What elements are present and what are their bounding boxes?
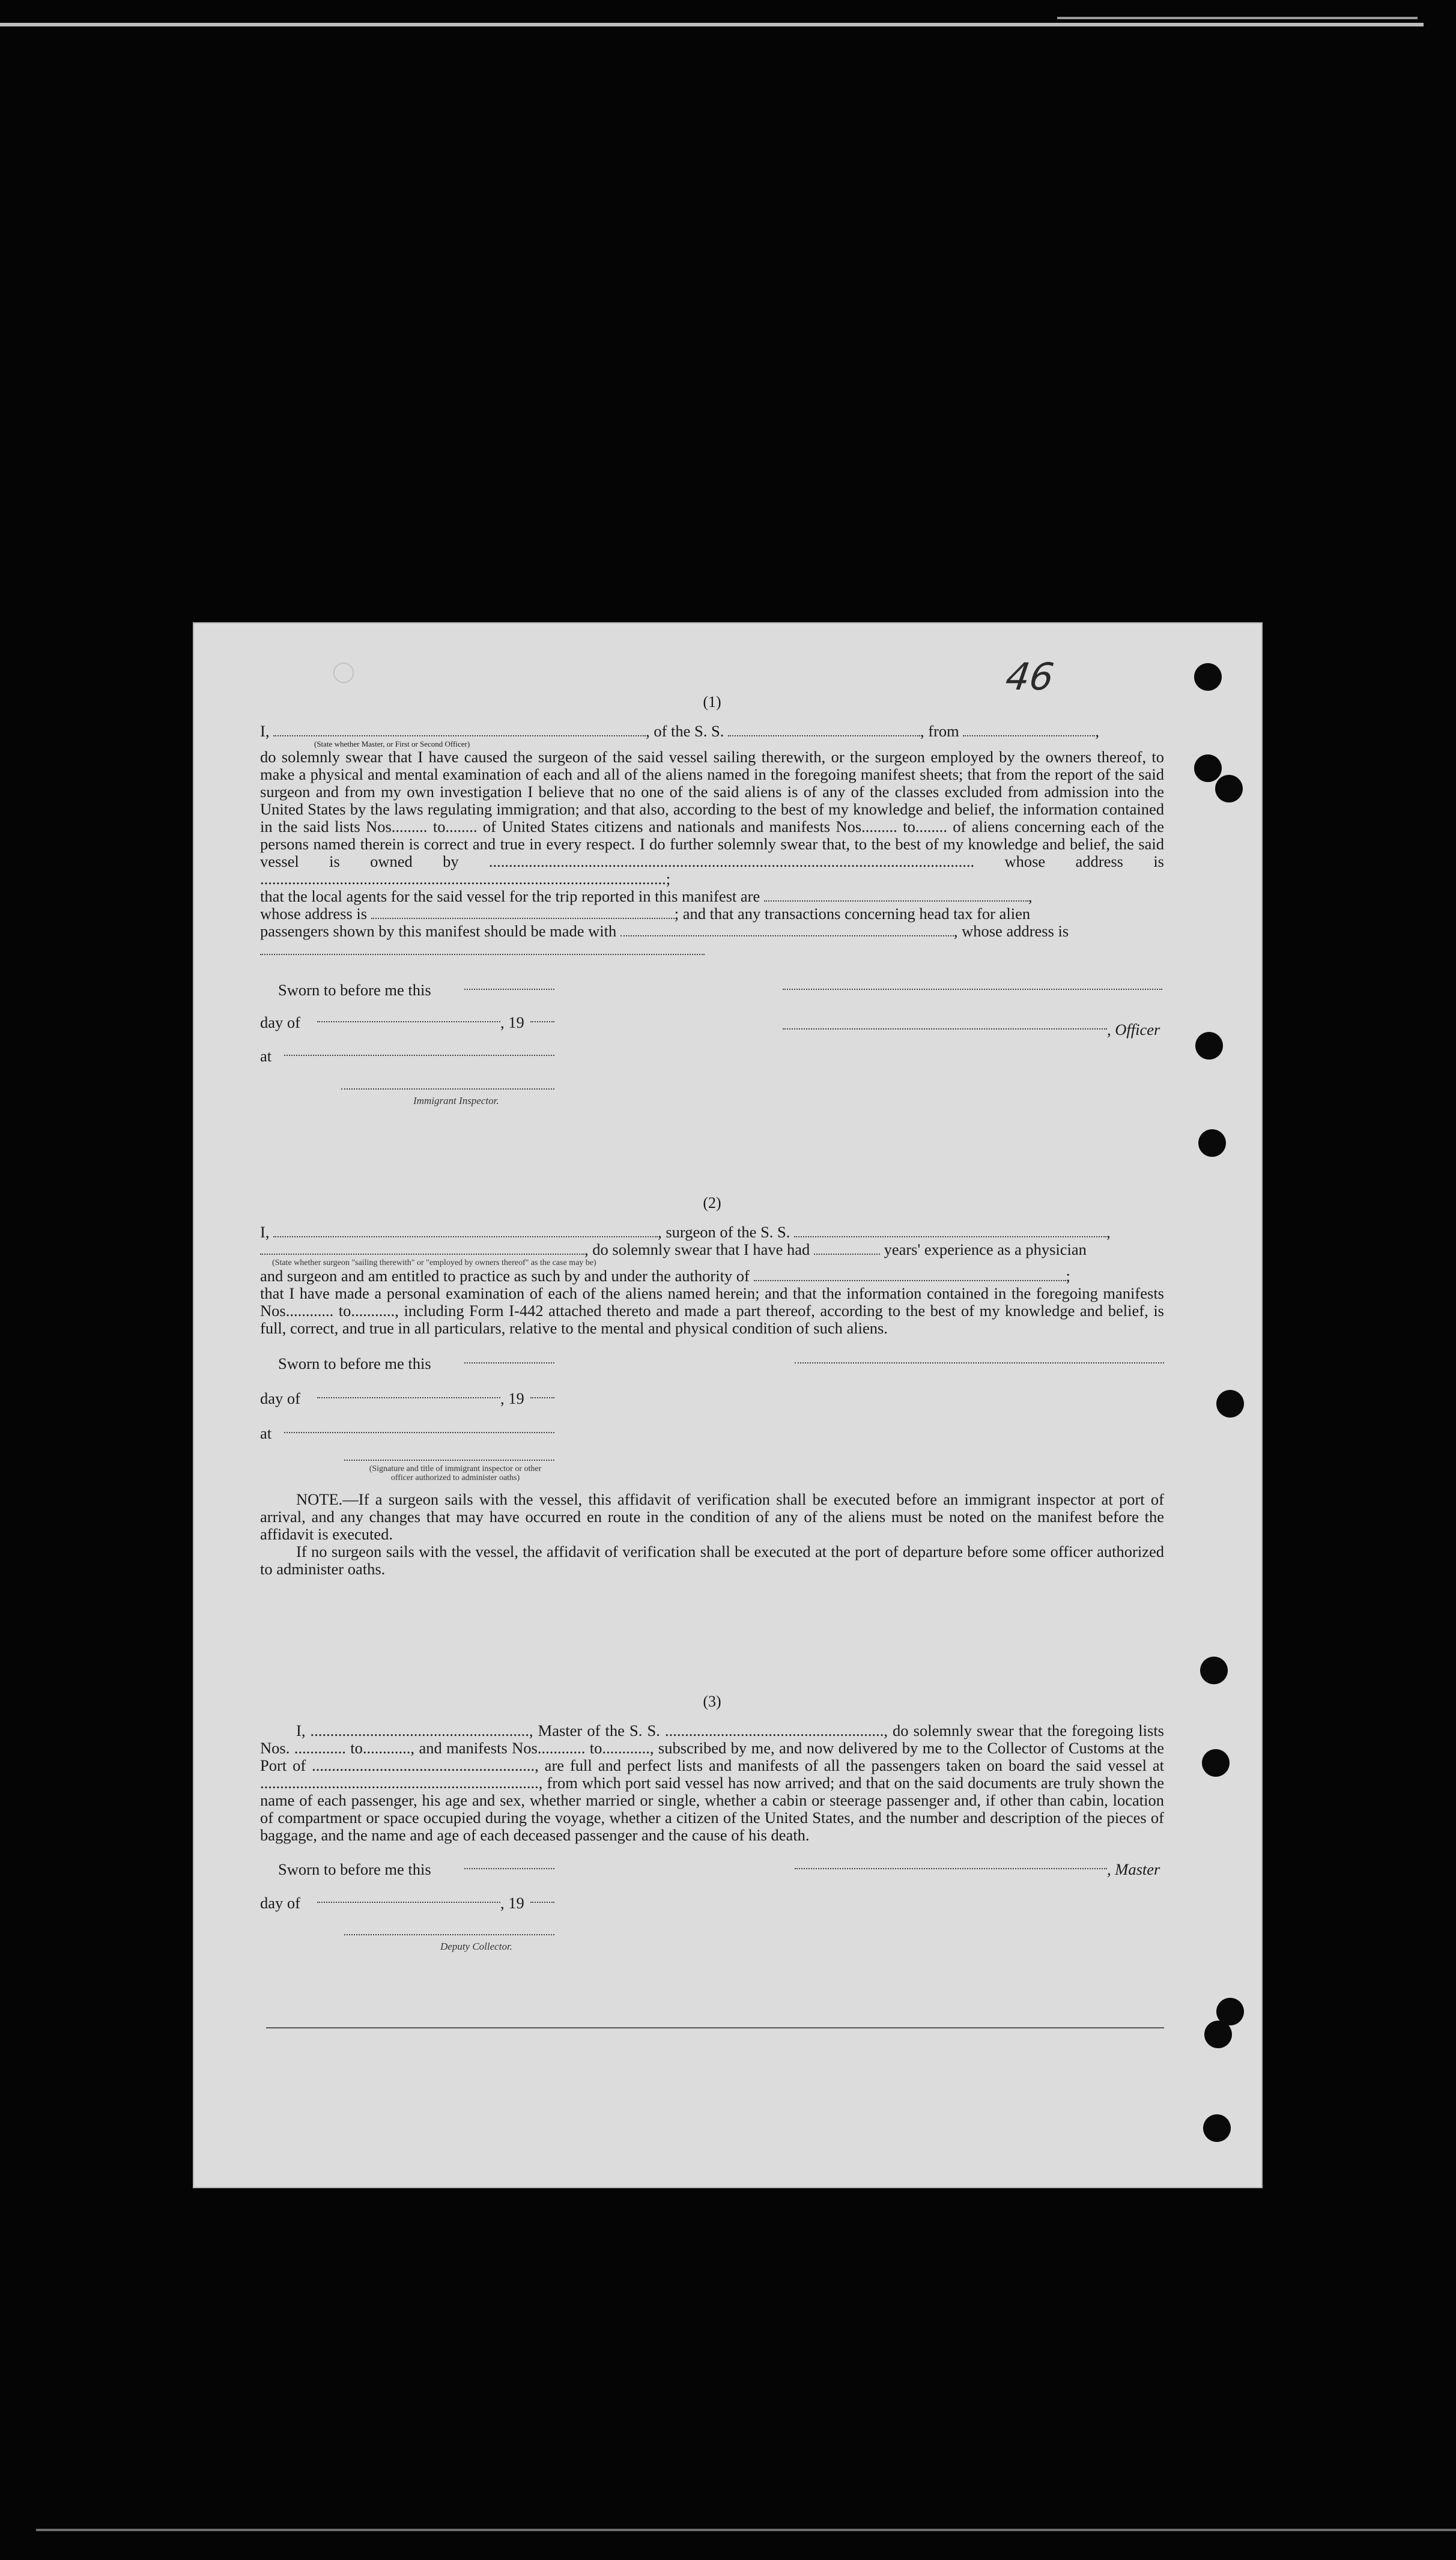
label-year: , 19	[500, 1894, 524, 1912]
vessel-name-field[interactable]	[728, 724, 920, 736]
label-day-of: day of	[260, 1013, 300, 1031]
note-surgeon-sails: NOTE.—If a surgeon sails with the vessel, this affidavit of verification shall be executed before an immigrant inspector at port of arrival, and any changes that may have occurred en route in the condition of any of the aliens must be noted on the manifest before the affidavit is executed.	[260, 1490, 1164, 1543]
note-no-surgeon: If no surgeon sails with the vessel, the affidavit of verification shall be executed at the port of departure before some officer authorized to administer oaths.	[260, 1542, 1164, 1578]
label-i: I,	[260, 1224, 270, 1241]
punch-hole	[1194, 754, 1222, 782]
punch-hole	[1202, 1749, 1230, 1777]
master-signature-field[interactable]	[795, 1857, 1107, 1869]
affidavit-body: do solemnly swear that I have caused the surgeon of the said vessel sailing therewith, or the surgeon employed by the owners thereof, to make a physical and mental examination of each and all of the aliens named in the foregoing manifest sheets; that from the report of the said surgeon and from my own investigation I believe that no one of the said aliens is of any of the classes excluded from admission into the United States by the laws regulating immigration; and that also, according to the best of my knowledge and belief, the information contained in the said lists Nos......... to........ of United States citizens and nationals and manifests Nos......... to........ of aliens concerning each of the persons named therein is correct and true in every respect. I do further solemnly swear that, to the best of my knowledge and belief, the said vessel is owned by .......................................................................................................................... whose address is ......................................................................................................;	[260, 748, 1164, 888]
label-surgeon-of-ss: , surgeon of the S. S.	[658, 1224, 790, 1241]
label-from: , from	[920, 723, 959, 740]
inspector-signature-field[interactable]	[344, 1449, 554, 1461]
section-1-master-affidavit	[260, 693, 1164, 1104]
departure-port-field[interactable]	[963, 724, 1095, 736]
section-2-surgeon-affidavit	[260, 1194, 1164, 1578]
punch-hole	[1200, 1657, 1228, 1684]
at-row	[260, 1045, 1164, 1080]
place-field[interactable]	[284, 1044, 554, 1056]
signature-caption: (Signature and title of immigrant inspector or other officer authorized to administer oaths)	[369, 1464, 542, 1482]
surgeon-experience-line	[260, 1241, 1164, 1258]
film-edge-top-mark	[1057, 17, 1418, 19]
label-master: , Master	[1107, 1860, 1160, 1878]
label-authority: and surgeon and am entitled to practice as such by and under the authority of	[260, 1267, 750, 1285]
handwritten-page-number: 46	[1003, 655, 1057, 699]
surgeon-name-field[interactable]	[273, 1225, 658, 1237]
surgeon-identity-line: I, , surgeon of the S. S. ,	[260, 1224, 1111, 1241]
agents-address-field[interactable]	[371, 907, 675, 919]
month-field[interactable]	[317, 1891, 500, 1903]
master-identity-line: I, , of the S. S. , from ,	[260, 723, 1100, 740]
label-i: I,	[260, 723, 270, 740]
local-agents-field[interactable]	[764, 890, 1028, 902]
label-whose-address-2: , whose address is	[953, 923, 1069, 940]
day-row	[260, 1010, 1164, 1045]
sworn-row	[260, 1857, 1164, 1892]
surgeon-status-field[interactable]	[260, 1243, 584, 1255]
label-sworn: Sworn to before me this	[278, 1354, 431, 1373]
label-day-of: day of	[260, 1894, 300, 1912]
surgeon-affidavit-body: that I have made a personal examination of each of the aliens named herein; and that the information contained in the foregoing manifests Nos............ to..........., including Form I-442 attached thereto and made a part thereof, according to the best of my knowledge and belief, is full, correct, and true in all particulars, relative to the mental and physical condition of such aliens.	[260, 1284, 1164, 1337]
month-field[interactable]	[317, 1010, 500, 1022]
manifest-affidavit-page	[194, 623, 1261, 2187]
local-agents-line: that the local agents for the said vessel for the trip reported in this manifest are ,	[260, 888, 1033, 905]
place-field[interactable]	[284, 1421, 554, 1433]
label-at: at	[260, 1424, 272, 1442]
month-field[interactable]	[317, 1386, 500, 1398]
sworn-date-field[interactable]	[464, 1351, 554, 1363]
surgeon-signature-field[interactable]	[795, 1351, 1164, 1363]
label-at: at	[260, 1047, 272, 1065]
punch-hole	[1195, 1032, 1223, 1060]
punch-hole	[1198, 1129, 1226, 1157]
section-number: (2)	[703, 1194, 721, 1212]
head-tax-contact-line	[260, 923, 1164, 940]
label-sworn: Sworn to before me this	[278, 1860, 431, 1878]
officer-signature-field[interactable]	[783, 978, 1162, 990]
inspector-signature-row	[260, 1457, 1164, 1491]
officer-title-field[interactable]	[783, 1018, 1107, 1030]
label-day-of: day of	[260, 1389, 300, 1407]
inspector-signature-row	[260, 1080, 1164, 1104]
deputy-signature-row	[260, 1927, 1164, 1951]
label-of-ss: , of the S. S.	[646, 723, 724, 740]
punch-hole	[1194, 663, 1222, 691]
label-year: , 19	[500, 1389, 524, 1407]
authority-line: and surgeon and am entitled to practice as such by and under the authority of ;	[260, 1267, 1070, 1285]
authority-field[interactable]	[754, 1269, 1066, 1281]
label-sworn: Sworn to before me this	[278, 981, 431, 999]
head-tax-text: ; and that any transactions concerning head tax for alien	[674, 905, 1031, 923]
rank-instruction: (State whether Master, or First or Second Officer)	[314, 739, 470, 748]
punch-hole	[1216, 1390, 1244, 1418]
faint-stamp-mark: ◯	[332, 660, 356, 684]
year-field[interactable]	[530, 1010, 554, 1022]
inspector-signature-field[interactable]	[341, 1078, 554, 1090]
sworn-row	[260, 1353, 1164, 1388]
sworn-row	[260, 975, 1164, 1010]
head-tax-address-field[interactable]	[260, 943, 705, 955]
label-solemnly-swear: , do solemnly swear that I have had	[584, 1241, 810, 1258]
punch-hole	[1215, 775, 1243, 802]
master-oath-body: I, ......................................................., Master of the S. S. ......................................................., do solemnly swear that the foregoing lists Nos. ............. to............, and manifests Nos............ to............, subscribed by me, and now delivered by me to the Collector of Customs at the Port of ........................................................, are full and perfect lists and manifests of all the passengers taken on board the said vessel at ......................................................................, from which port said vessel has now arrived; and that on the said documents are truly shown the name of each passenger, his age and sex, whether married or single, whether a cabin or steerage passenger and, if other than cabin, location of compartment or space occupied during the voyage, whether a citizen of the United States, and the number and description of the pieces of baggage, and the name and age of each deceased passenger and the cause of his death.	[260, 1721, 1164, 1844]
label-officer: , Officer	[1107, 1021, 1160, 1039]
section-3-master-oath	[260, 1693, 1164, 1951]
deputy-signature-field[interactable]	[344, 1923, 554, 1935]
inspector-caption: Immigrant Inspector.	[413, 1095, 499, 1106]
deputy-caption: Deputy Collector.	[440, 1941, 512, 1952]
day-row	[260, 1892, 1164, 1927]
label-years-experience: years' experience as a physician	[884, 1241, 1087, 1258]
head-tax-contact-field[interactable]	[620, 924, 954, 936]
day-row	[260, 1388, 1164, 1422]
surgeon-vessel-field[interactable]	[794, 1225, 1106, 1237]
section-number: (3)	[703, 1693, 721, 1710]
punch-hole	[1203, 2114, 1231, 2142]
label-local-agents: that the local agents for the said vessel for the trip reported in this manifest are	[260, 888, 760, 905]
agents-address-line	[260, 905, 1164, 923]
name-field[interactable]	[273, 724, 646, 736]
punch-hole	[1204, 2021, 1232, 2048]
label-whose-address: whose address is	[260, 905, 368, 923]
sworn-date-field[interactable]	[464, 1857, 554, 1869]
bottom-rule	[266, 2027, 1164, 2028]
film-edge-bottom	[36, 2529, 1456, 2531]
section-number: (1)	[703, 693, 721, 711]
sworn-date-field[interactable]	[464, 978, 554, 990]
years-experience-field[interactable]	[814, 1243, 880, 1255]
year-field[interactable]	[530, 1386, 554, 1398]
label-passengers: passengers shown by this manifest should be made with	[260, 923, 617, 940]
label-year: , 19	[500, 1013, 524, 1031]
surgeon-status-instruction: (State whether surgeon "sailing therewith" or "employed by owners thereof" as the case may be)	[272, 1258, 596, 1267]
film-edge-top	[0, 23, 1424, 26]
year-field[interactable]	[530, 1891, 554, 1903]
